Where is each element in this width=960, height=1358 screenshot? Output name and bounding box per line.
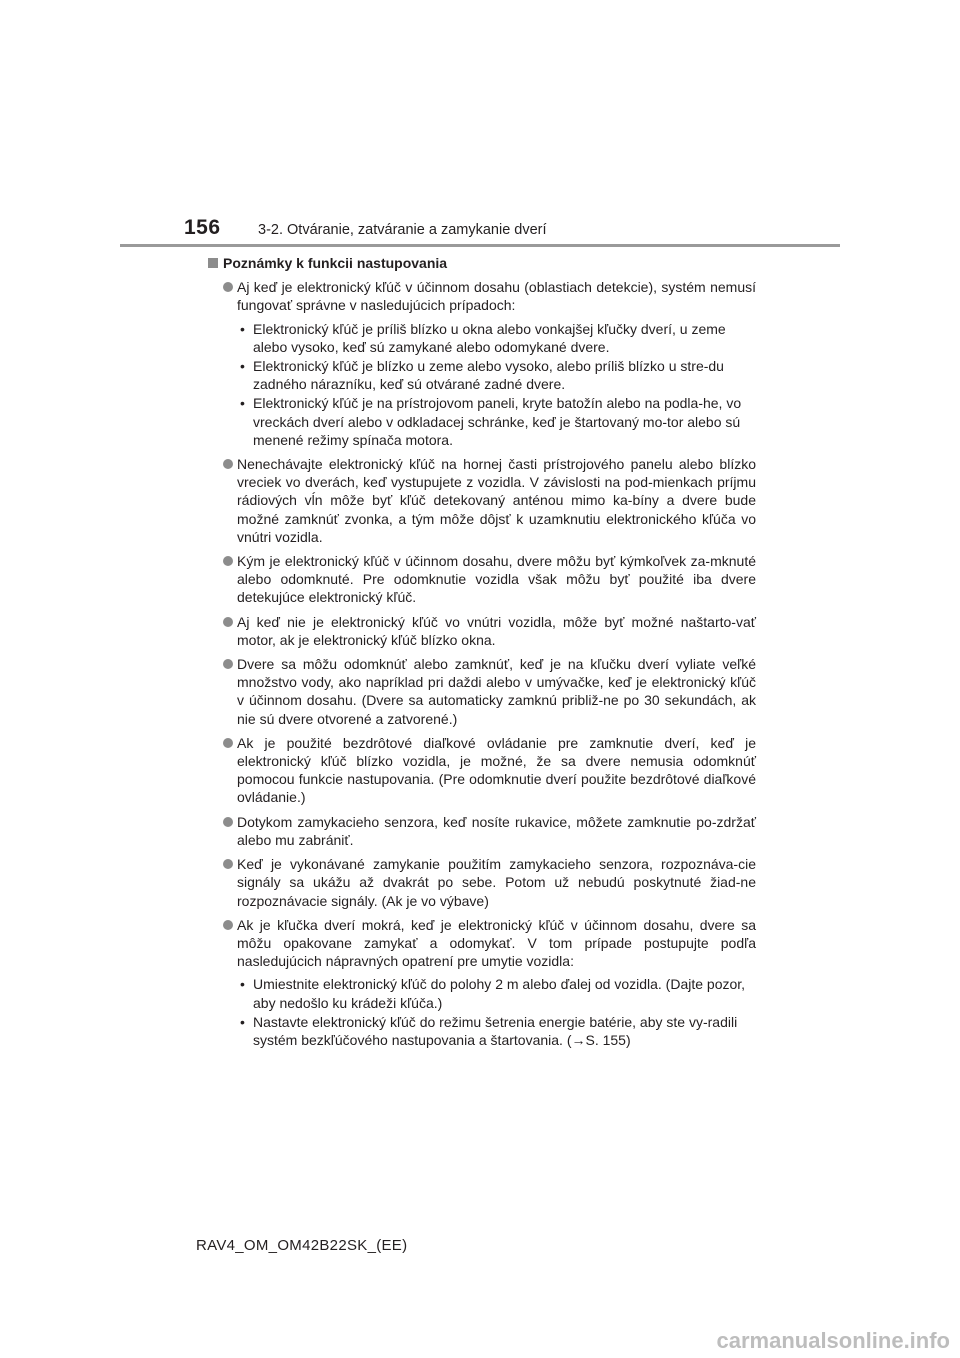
section-heading-text: Poznámky k funkcii nastupovania bbox=[223, 255, 448, 271]
bullet-icon: • bbox=[240, 320, 245, 337]
section-title: 3-2. Otváranie, zatváranie a zamykanie dverí bbox=[258, 222, 547, 238]
sub-list-item bbox=[238, 320, 756, 356]
list-item-text: Ak je použité bezdrôtové diaľkové ovládanie pre zamknutie dverí, keď je elektronický kľúč blízko vozidla, je možné, že sa dvere nemusia odomknúť pomocou funkcie nastupovania. (Pre odomknutie dverí použite bezdrôtové diaľkové ovládanie.) bbox=[237, 734, 756, 806]
circle-bullet-icon bbox=[223, 859, 233, 869]
sub-list bbox=[237, 975, 756, 1049]
list-item bbox=[206, 552, 756, 607]
sub-list-item-text: Elektronický kľúč je na prístrojovom paneli, kryte batožín alebo na podla-he, vo vreckách dverí alebo v odkladacej schránke, keď je štartovaný mo-tor alebo sú menené režimy spínača motora. bbox=[253, 395, 742, 448]
list-item bbox=[206, 655, 756, 728]
circle-bullet-icon bbox=[223, 556, 233, 566]
list-item-text: Aj keď je elektronický kľúč v účinnom dosahu (oblastiach detekcie), systém nemusí fungovať správne v nasledujúcich prípadoch: bbox=[237, 279, 756, 314]
circle-bullet-icon bbox=[223, 920, 233, 930]
list-item bbox=[206, 455, 756, 546]
square-bullet-icon bbox=[208, 258, 218, 268]
circle-bullet-icon bbox=[223, 282, 233, 292]
bullet-icon: • bbox=[240, 358, 245, 375]
watermark: carmanualsonline.info bbox=[716, 1328, 950, 1353]
circle-bullet-icon bbox=[223, 459, 233, 469]
page-content bbox=[206, 254, 756, 1050]
circle-bullet-icon bbox=[223, 617, 233, 627]
list-item-text: Kým je elektronický kľúč v účinnom dosahu, dvere môžu byť kýmkoľvek za-mknuté alebo odomknuté. Pre odomknutie vozidla však môžu byť použité iba dvere detekujúce elektronický kľúč. bbox=[237, 553, 756, 606]
sub-list-item bbox=[238, 394, 756, 449]
list-item bbox=[206, 813, 756, 849]
document-code: RAV4_OM_OM42B22SK_(EE) bbox=[196, 1237, 408, 1254]
page-number: 156 bbox=[184, 216, 221, 239]
circle-bullet-icon bbox=[223, 817, 233, 827]
list-item-text: Nenechávajte elektronický kľúč na hornej časti prístrojového panelu alebo blízko vreciek vo dverách, keď vystupujete z vozidla. V závislosti na pod-mienkach príjmu rádiových vĺn môže byť kľúč detekovaný anténou mimo ka-bíny a dvere bude možné zamknúť zvonka, a tým môže dôjsť k uzamknutiu elektronického kľúča vo vnútri vozidla. bbox=[237, 456, 756, 545]
bullet-icon: • bbox=[240, 976, 245, 993]
list-item-text: Aj keď nie je elektronický kľúč vo vnútri vozidla, môže byť možné naštarto-vať motor, ak je elektronický kľúč blízko okna. bbox=[237, 613, 756, 648]
list-item-text: Dvere sa môžu odomknúť alebo zamknúť, keď je na kľučku dverí vyliate veľké množstvo vody, ako napríklad pri daždi alebo v umývačke, keď je elektronický kľúč v účinnom dosahu. (Dvere sa automaticky zamknú približ-ne po 30 sekundách, ak nie sú dvere otvorené a zatvorené.) bbox=[237, 656, 756, 727]
list-item bbox=[206, 734, 756, 807]
header-divider bbox=[120, 244, 840, 247]
sub-list-item-text: Umiestnite elektronický kľúč do polohy 2 m alebo ďalej od vozidla. (Dajte pozor, aby nedošlo ku krádeži kľúča.) bbox=[253, 976, 746, 1011]
sub-list-item-text: Elektronický kľúč je blízko u zeme alebo vysoko, alebo príliš blízko u stre-du zadného nárazníku, keď sú otvárané zadné dvere. bbox=[253, 358, 724, 393]
bullet-icon: • bbox=[240, 1013, 245, 1030]
bullet-icon: • bbox=[240, 395, 245, 412]
notes-list bbox=[206, 278, 756, 1049]
list-item bbox=[206, 278, 756, 449]
sub-list-item-text: Nastavte elektronický kľúč do režimu šetrenia energie batérie, aby ste vy-radili systém bezkľúčového nastupovania a štartovania. (→S. 155) bbox=[253, 1013, 738, 1048]
list-item bbox=[206, 916, 756, 1049]
list-item-text: Keď je vykonávané zamykanie použitím zamykacieho senzora, rozpoznáva-cie signály sa ukážu až dvakrát po sebe. Potom už nebudú poskytnuté žiad-ne rozpoznávacie signály. (Ak je vo výbave) bbox=[237, 856, 756, 909]
sub-list-item bbox=[238, 357, 756, 393]
sub-list-item bbox=[238, 975, 756, 1011]
section-heading bbox=[206, 254, 756, 272]
sub-list-item bbox=[238, 1013, 756, 1049]
sub-list bbox=[237, 320, 756, 449]
list-item-text: Ak je kľučka dverí mokrá, keď je elektronický kľúč v účinnom dosahu, dvere sa môžu opakovane zamykať a odomykať. V tom prípade postupujte podľa nasledujúcich nápravných opatrení pre umytie vozidla: bbox=[237, 916, 756, 970]
list-item bbox=[206, 613, 756, 649]
circle-bullet-icon bbox=[223, 738, 233, 748]
list-item bbox=[206, 855, 756, 910]
circle-bullet-icon bbox=[223, 659, 233, 669]
sub-list-item-text: Elektronický kľúč je príliš blízko u okna alebo vonkajšej kľučky dverí, u zeme alebo vysoko, keď sú zamykané alebo odomykané dvere. bbox=[253, 320, 726, 355]
list-item-text: Dotykom zamykacieho senzora, keď nosíte rukavice, môžete zamknutie po-zdržať alebo mu zabrániť. bbox=[237, 813, 756, 848]
